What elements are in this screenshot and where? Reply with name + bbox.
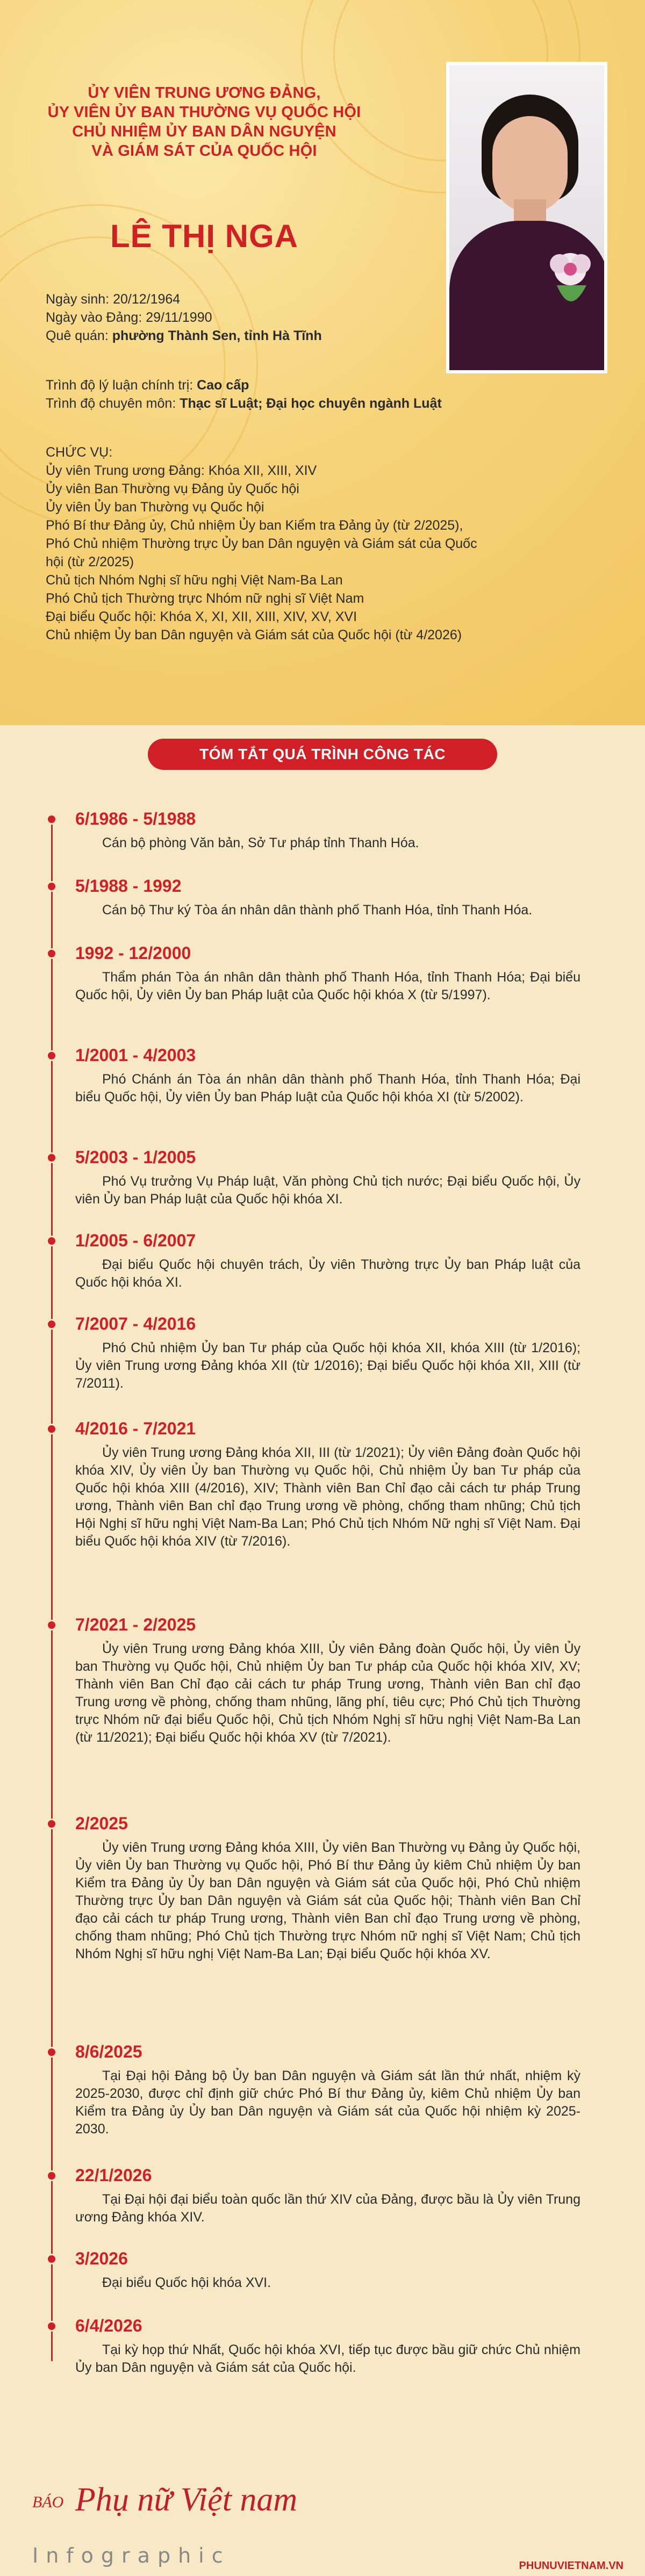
event-text: Phó Chánh án Tòa án nhân dân thành phố Thanh Hóa, tỉnh Thanh Hóa; Đại biểu Quốc hội, Ủy viên Ủy ban Pháp luật của Quốc hội khóa XI (từ 5/2002).: [75, 1072, 580, 1105]
event-text: Tại Đại hội Đảng bộ Ủy ban Dân nguyện và Giám sát lần thứ nhất, nhiệm kỳ 2025-2030, được chỉ định giữ chức Phó Bí thư Đảng ủy, kiêm Chủ nhiệm Ủy ban Kiểm tra Đảng ủy Ủy ban Dân nguyện và Giám sát của Quốc hội nhiệm kỳ 2025-2030.: [75, 2068, 580, 2137]
event-date: 4/2016 - 7/2021: [75, 1419, 196, 1438]
position-item: Phó Chủ nhiệm Thường trực Ủy ban Dân nguyện và Giám sát của Quốc: [46, 536, 477, 551]
footer: [0, 2436, 645, 2576]
title-line: VÀ GIÁM SÁT CỦA QUỐC HỘI: [91, 142, 317, 160]
bio-theory: Trình độ lý luận chính trị: Cao cấp: [46, 378, 249, 393]
title-block: [32, 83, 376, 161]
event-date: 2/2025: [75, 1814, 128, 1833]
positions-heading: CHỨC VỤ:: [46, 445, 113, 460]
timeline-dot: [46, 1236, 57, 1246]
event-date: 7/2007 - 4/2016: [75, 1314, 196, 1333]
event-text: Tại kỳ họp thứ Nhất, Quốc hội khóa XVI, tiếp tục được bầu giữ chức Chủ nhiệm Ủy ban Dân nguyện và Giám sát của Quốc hội.: [75, 2342, 580, 2375]
event-date: 1992 - 12/2000: [75, 943, 191, 963]
event-date: 5/2003 - 1/2005: [75, 1148, 196, 1167]
title-line: ỦY VIÊN ỦY BAN THƯỜNG VỤ QUỐC HỘI: [47, 104, 361, 121]
timeline-dot: [46, 1319, 57, 1330]
timeline-dot: [46, 2170, 57, 2181]
position-item: Ủy viên Ban Thường vụ Đảng ủy Quốc hội: [46, 481, 299, 496]
timeline-dot: [46, 948, 57, 959]
event-text: Phó Chủ nhiệm Ủy ban Tư pháp của Quốc hội khóa XII, khóa XIII (từ 1/2016); Ủy viên Trung ương Đảng khóa XII (từ 1/2016); Đại biểu Quốc hội khóa XII, XIII (từ 7/2011).: [75, 1340, 580, 1391]
event-date: 6/4/2026: [75, 2316, 142, 2335]
event-text: Ủy viên Trung ương Đảng khóa XII, III (từ 1/2021); Ủy viên Đảng đoàn Quốc hội khóa XIV, Ủy viên Ủy ban Thường vụ Quốc hội, Chủ nhiệm Ủy ban Tư pháp của Quốc hội khóa XIII (4/2016), XIV; Thành viên Ban Chỉ đạo cải cách tư pháp Trung ương, Thành viên Ban chỉ đạo Trung ương về phòng, chống tham nhũng; Chủ tịch Hội Nghị sĩ hữu nghị Việt Nam-Ba Lan; Phó Chủ tịch Nhóm Nữ nghị sĩ Việt Nam. Đại biểu Quốc hội khóa XIV (từ 7/2016).: [75, 1445, 580, 1549]
event-date: 7/2021 - 2/2025: [75, 1615, 196, 1634]
timeline-dot: [46, 814, 57, 825]
event-date: 5/1988 - 1992: [75, 876, 182, 896]
event-date: 8/6/2025: [75, 2042, 142, 2061]
timeline-dot: [46, 1152, 57, 1163]
event-text: Tại Đại hội đại biểu toàn quốc lần thứ XIV của Đảng, được bầu là Ủy viên Trung ương Đảng khóa XIV.: [75, 2192, 580, 2225]
position-item: Đại biểu Quốc hội: Khóa X, XI, XII, XIII, XIV, XV, XVI: [46, 609, 357, 624]
title-line: CHỦ NHIỆM ỦY BAN DÂN NGUYỆN: [72, 123, 336, 140]
position-item: Phó Chủ tịch Thường trực Nhóm nữ nghị sĩ Việt Nam: [46, 591, 364, 606]
position-item: Phó Bí thư Đảng ủy, Chủ nhiệm Ủy ban Kiểm tra Đảng ủy (từ 2/2025),: [46, 518, 463, 533]
infographic-label: Infographic: [32, 2544, 231, 2567]
site-url: PHUNUVIETNAM.VN: [519, 2560, 624, 2572]
event-text: Đại biểu Quốc hội khóa XVI.: [102, 2275, 271, 2290]
svg-text:BÁO: BÁO: [32, 2493, 64, 2511]
event-date: 22/1/2026: [75, 2166, 152, 2185]
timeline-dot: [46, 1620, 57, 1630]
timeline-dot: [46, 2047, 57, 2058]
person-name: LÊ THỊ NGA: [110, 218, 298, 254]
event-date: 1/2005 - 6/2007: [75, 1231, 196, 1250]
event-date: 3/2026: [75, 2249, 128, 2268]
position-item: Ủy viên Trung ương Đảng: Khóa XII, XIII, XIV: [46, 463, 317, 478]
event-text: Thẩm phán Tòa án nhân dân thành phố Thanh Hóa, tỉnh Thanh Hóa; Đại biểu Quốc hội, Ủy viên Ủy ban Pháp luật của Quốc hội khóa X (từ 5/1997).: [75, 970, 580, 1002]
event-text: Đại biểu Quốc hội chuyên trách, Ủy viên Thường trực Ủy ban Pháp luật của Quốc hội khóa XI.: [75, 1257, 580, 1290]
event-text: Ủy viên Trung ương Đảng khóa XIII, Ủy viên Ban Thường vụ Đảng ủy Quốc hội, Ủy viên Ủy ban Thường vụ Quốc hội, Phó Bí thư Đảng ủy kiêm Chủ nhiệm Ủy ban Kiểm tra Đảng ủy Ủy ban Dân nguyện và Giám sát của Quốc hội, Phó Chủ nhiệm Thường trực Ủy ban Dân nguyện và Giám sát của Quốc hội; Thành viên Ban Chỉ đạo cải cách tư pháp Trung ương, Thành viên Ban chỉ đạo Trung ương về phòng, chống tham nhũng; Phó Chủ tịch Thường trực Nhóm nữ nghị sĩ Việt Nam; Chủ tịch Nhóm Nghị sĩ hữu nghị Việt Nam-Ba Lan; Đại biểu Quốc hội khóa XV.: [75, 1840, 580, 1961]
position-item: Ủy viên Ủy ban Thường vụ Quốc hội: [46, 500, 264, 515]
event-text: Cán bộ phòng Văn bản, Sở Tư pháp tỉnh Thanh Hóa.: [102, 835, 419, 850]
timeline-dot: [46, 2254, 57, 2264]
timeline-dot: [46, 1819, 57, 1829]
position-item: hội (từ 2/2025): [46, 554, 134, 569]
newspaper-logo: [32, 2469, 322, 2533]
bio-party: Ngày vào Đảng: 29/11/1990: [46, 310, 212, 325]
svg-text:Phụ nữ Việt nam: Phụ nữ Việt nam: [75, 2481, 298, 2518]
event-text: Phó Vụ trưởng Vụ Pháp luật, Văn phòng Chủ tịch nước; Đại biểu Quốc hội, Ủy viên Ủy ban Pháp luật của Quốc hội khóa XI.: [75, 1174, 580, 1207]
timeline-dot: [46, 2321, 57, 2332]
position-item: Chủ tịch Nhóm Nghị sĩ hữu nghị Việt Nam-Ba Lan: [46, 573, 343, 588]
position-item: Chủ nhiệm Ủy ban Dân nguyện và Giám sát của Quốc hội (từ 4/2026): [46, 627, 462, 643]
section-title: TÓM TẮT QUÁ TRÌNH CÔNG TÁC: [148, 739, 497, 770]
event-text: Cán bộ Thư ký Tòa án nhân dân thành phố Thanh Hóa, tỉnh Thanh Hóa.: [102, 903, 533, 918]
event-date: 6/1986 - 5/1988: [75, 809, 196, 828]
event-text: Ủy viên Trung ương Đảng khóa XIII, Ủy viên Đảng đoàn Quốc hội, Ủy viên Ủy ban Thường vụ Quốc hội, Chủ nhiệm Ủy ban Tư pháp của Quốc hội khóa XIV, XV; Thành viên Ban Chỉ đạo cải cách tư pháp Trung ương, Thành viên Ban chỉ đạo Trung ương về phòng, chống tham nhũng, lãng phí, tiêu cực; Phó Chủ tịch Thường trực Nhóm nữ đại biểu Quốc hội, Chủ tịch Nhóm Nghị sĩ hữu nghị Việt Nam-Ba Lan (từ 11/2021); Đại biểu Quốc hội khóa XV (từ 7/2021).: [75, 1641, 580, 1745]
bio-expertise: Trình độ chuyên môn: Thạc sĩ Luật; Đại học chuyên ngành Luật: [46, 396, 442, 411]
event-date: 1/2001 - 4/2003: [75, 1045, 196, 1065]
bio-hometown: Quê quán: phường Thành Sen, tỉnh Hà Tĩnh: [46, 328, 322, 343]
bio-birth: Ngày sinh: 20/12/1964: [46, 292, 181, 307]
timeline-dot: [46, 1050, 57, 1061]
timeline-dot: [46, 881, 57, 892]
title-line: ỦY VIÊN TRUNG ƯƠNG ĐẢNG,: [88, 84, 321, 102]
timeline-dot: [46, 1424, 57, 1434]
portrait-face: [492, 116, 568, 213]
